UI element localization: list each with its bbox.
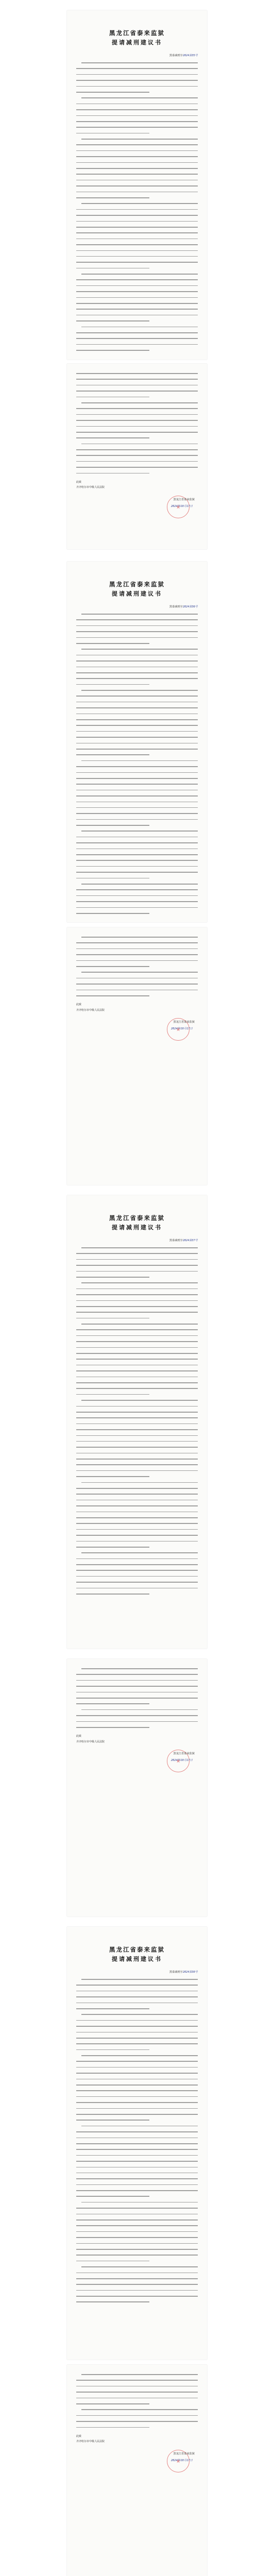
closing-salutation [76,1734,198,1744]
document-number-handwritten: 2024第38号 [182,1971,198,1974]
prison-name-title: 黑龙江省泰来监狱 [109,1946,165,1953]
document-header [76,580,198,598]
document-body-text [76,612,198,917]
document-page [67,927,207,1185]
closing-cc: 此致 [76,1003,82,1007]
issuing-court: 黑龙江省泰来监狱 [173,1752,195,1756]
document-page [67,364,207,549]
closing-recipient: 齐齐哈尔市中级人民法院 [76,1008,105,1012]
document-header [76,29,198,46]
document-number-prefix: 黑泰减刑字 [169,54,183,57]
prison-name-title: 黑龙江省泰来监狱 [109,1214,165,1222]
closing-recipient: 齐齐哈尔市中级人民法院 [76,486,105,489]
closing-cc: 此致 [76,481,82,484]
issue-date: 2024年10月17日 [170,504,193,508]
issuing-court: 黑龙江省泰来监狱 [173,498,195,501]
document-number [76,605,198,608]
document-number [76,1970,198,1974]
prison-name-title: 黑龙江省泰来监狱 [109,581,165,588]
closing-salutation [76,480,198,490]
closing-recipient: 齐齐哈尔市中级人民法院 [76,1740,105,1743]
document-number-handwritten: 2024第35号 [182,54,198,57]
document-page [67,1659,207,1917]
document-number [76,1239,198,1242]
document-header [76,1945,198,1963]
closing-recipient: 齐齐哈尔市中级人民法院 [76,2440,105,2444]
issuing-court: 黑龙江省泰来监狱 [173,1021,195,1024]
closing-salutation [76,2434,198,2445]
document-page [67,562,207,922]
document-body-text [76,2372,198,2431]
document-header [76,1214,198,1231]
document-body-text [76,1245,198,1597]
document-footer [76,2450,198,2477]
document-page [67,10,207,360]
document-body-text [76,60,198,354]
document-page [67,1195,207,1649]
document-number-prefix: 黑泰减刑字 [169,1239,183,1242]
document-type-title: 提请减刑建议书 [112,39,162,46]
document-type-title: 提请减刑建议书 [112,1956,162,1962]
document-number-prefix: 黑泰减刑字 [169,605,183,608]
issue-date: 2024年10月17日 [170,1759,193,1762]
document-page [67,1927,207,2360]
document-number-prefix: 黑泰减刑字 [169,1971,183,1974]
document-footer [76,1018,198,1045]
document-number-handwritten: 2024第37号 [182,1239,198,1242]
document-footer [76,1750,198,1776]
document-body-text [76,935,198,999]
issuing-court: 黑龙江省泰来监狱 [173,2452,195,2455]
closing-salutation [76,1002,198,1013]
document-page [67,2365,207,2576]
closing-cc: 此致 [76,1735,82,1738]
document-type-title: 提请减刑建议书 [112,1224,162,1231]
document-type-title: 提请减刑建议书 [112,590,162,597]
document-number-handwritten: 2024第36号 [182,605,198,608]
document-body-text [76,1977,198,2306]
issue-date: 2024年10月17日 [170,2459,193,2462]
document-body-text [76,1666,198,1731]
closing-cc: 此致 [76,2434,82,2438]
document-footer [76,496,198,522]
document-number [76,54,198,57]
issue-date: 2024年10月17日 [170,1027,193,1031]
document-body-text [76,371,198,477]
prison-name-title: 黑龙江省泰来监狱 [109,29,165,37]
